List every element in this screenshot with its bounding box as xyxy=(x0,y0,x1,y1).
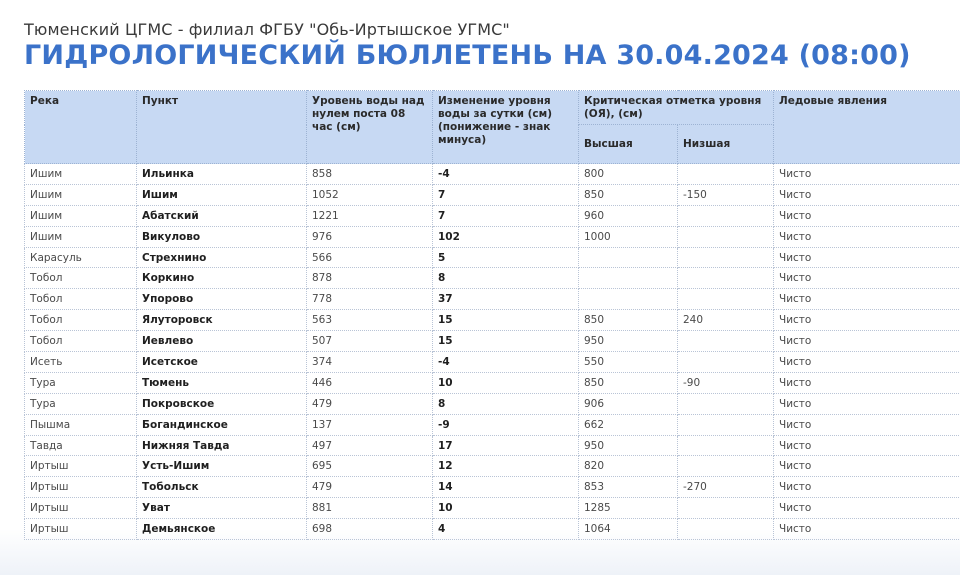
cell-critical-low xyxy=(678,205,774,226)
cell-level: 507 xyxy=(307,331,433,352)
table-row xyxy=(25,498,960,519)
cell-change: 14 xyxy=(433,477,579,498)
table-row xyxy=(25,205,960,226)
cell-critical-high: 850 xyxy=(579,372,678,393)
cell-critical-high: 1000 xyxy=(579,226,678,247)
cell-level: 698 xyxy=(307,519,433,540)
cell-critical-high: 850 xyxy=(579,310,678,331)
cell-point: Уват xyxy=(137,498,307,519)
cell-ice: Чисто xyxy=(774,226,960,247)
cell-river: Карасуль xyxy=(25,247,137,268)
cell-critical-high: 662 xyxy=(579,414,678,435)
cell-river: Тобол xyxy=(25,310,137,331)
cell-critical-high: 850 xyxy=(579,184,678,205)
page-title: ГИДРОЛОГИЧЕСКИЙ БЮЛЛЕТЕНЬ НА 30.04.2024 (08:00) xyxy=(24,40,911,71)
cell-ice: Чисто xyxy=(774,477,960,498)
cell-ice: Чисто xyxy=(774,435,960,456)
cell-change: 102 xyxy=(433,226,579,247)
cell-critical-low xyxy=(678,226,774,247)
cell-river: Пышма xyxy=(25,414,137,435)
cell-point: Упорово xyxy=(137,289,307,310)
cell-ice: Чисто xyxy=(774,205,960,226)
cell-point: Исетское xyxy=(137,352,307,373)
cell-change: 8 xyxy=(433,268,579,289)
cell-critical-low xyxy=(678,164,774,185)
cell-change: 17 xyxy=(433,435,579,456)
cell-point: Тобольск xyxy=(137,477,307,498)
cell-critical-low: -270 xyxy=(678,477,774,498)
cell-change: 4 xyxy=(433,519,579,540)
cell-critical-low xyxy=(678,352,774,373)
cell-river: Исеть xyxy=(25,352,137,373)
cell-critical-low xyxy=(678,456,774,477)
cell-river: Ишим xyxy=(25,184,137,205)
cell-ice: Чисто xyxy=(774,268,960,289)
table-row xyxy=(25,414,960,435)
cell-change: -9 xyxy=(433,414,579,435)
column-header-level: Уровень воды над нулем поста 08 час (см) xyxy=(307,91,433,164)
column-header-critical-low: Низшая xyxy=(678,125,774,164)
cell-critical-low xyxy=(678,289,774,310)
cell-level: 695 xyxy=(307,456,433,477)
cell-ice: Чисто xyxy=(774,393,960,414)
cell-point: Абатский xyxy=(137,205,307,226)
table-body xyxy=(25,164,960,540)
cell-ice: Чисто xyxy=(774,498,960,519)
cell-point: Иевлево xyxy=(137,331,307,352)
cell-ice: Чисто xyxy=(774,164,960,185)
cell-level: 446 xyxy=(307,372,433,393)
cell-level: 1221 xyxy=(307,205,433,226)
cell-level: 479 xyxy=(307,477,433,498)
cell-change: 37 xyxy=(433,289,579,310)
cell-critical-low: -150 xyxy=(678,184,774,205)
table-row xyxy=(25,247,960,268)
cell-ice: Чисто xyxy=(774,310,960,331)
cell-level: 479 xyxy=(307,393,433,414)
cell-critical-low xyxy=(678,331,774,352)
cell-critical-low xyxy=(678,268,774,289)
hydrology-table xyxy=(24,90,960,540)
table-row xyxy=(25,393,960,414)
cell-critical-high xyxy=(579,289,678,310)
table-row xyxy=(25,184,960,205)
cell-critical-high xyxy=(579,268,678,289)
cell-point: Богандинское xyxy=(137,414,307,435)
cell-critical-high: 960 xyxy=(579,205,678,226)
cell-point: Демьянское xyxy=(137,519,307,540)
cell-river: Тура xyxy=(25,393,137,414)
table-row xyxy=(25,372,960,393)
cell-critical-low xyxy=(678,498,774,519)
cell-level: 374 xyxy=(307,352,433,373)
cell-critical-high: 550 xyxy=(579,352,678,373)
cell-critical-high xyxy=(579,247,678,268)
cell-ice: Чисто xyxy=(774,372,960,393)
cell-point: Ишим xyxy=(137,184,307,205)
table-row xyxy=(25,456,960,477)
cell-change: 15 xyxy=(433,310,579,331)
cell-critical-low xyxy=(678,393,774,414)
column-header-river: Река xyxy=(25,91,137,164)
cell-point: Усть-Ишим xyxy=(137,456,307,477)
cell-point: Стрехнино xyxy=(137,247,307,268)
table-row xyxy=(25,352,960,373)
cell-point: Викулово xyxy=(137,226,307,247)
cell-critical-high: 906 xyxy=(579,393,678,414)
table-row xyxy=(25,164,960,185)
cell-point: Коркино xyxy=(137,268,307,289)
cell-critical-high: 853 xyxy=(579,477,678,498)
cell-ice: Чисто xyxy=(774,331,960,352)
cell-river: Иртыш xyxy=(25,456,137,477)
cell-point: Нижняя Тавда xyxy=(137,435,307,456)
cell-level: 497 xyxy=(307,435,433,456)
cell-change: 7 xyxy=(433,205,579,226)
cell-level: 778 xyxy=(307,289,433,310)
cell-critical-high: 800 xyxy=(579,164,678,185)
cell-river: Иртыш xyxy=(25,477,137,498)
column-header-point: Пункт xyxy=(137,91,307,164)
table-header-row xyxy=(25,91,960,125)
cell-change: 7 xyxy=(433,184,579,205)
table-row xyxy=(25,289,960,310)
cell-critical-low xyxy=(678,519,774,540)
cell-river: Ишим xyxy=(25,164,137,185)
cell-ice: Чисто xyxy=(774,184,960,205)
cell-change: 8 xyxy=(433,393,579,414)
table-row xyxy=(25,519,960,540)
cell-change: -4 xyxy=(433,164,579,185)
cell-river: Иртыш xyxy=(25,519,137,540)
cell-critical-high: 950 xyxy=(579,331,678,352)
cell-ice: Чисто xyxy=(774,352,960,373)
table-row xyxy=(25,435,960,456)
cell-point: Ялуторовск xyxy=(137,310,307,331)
cell-ice: Чисто xyxy=(774,456,960,477)
column-header-critical: Критическая отметка уровня (ОЯ), (см) xyxy=(579,91,774,125)
cell-river: Тобол xyxy=(25,289,137,310)
cell-critical-high: 1064 xyxy=(579,519,678,540)
cell-river: Тобол xyxy=(25,268,137,289)
cell-change: 5 xyxy=(433,247,579,268)
cell-river: Ишим xyxy=(25,205,137,226)
cell-ice: Чисто xyxy=(774,519,960,540)
cell-ice: Чисто xyxy=(774,289,960,310)
cell-level: 563 xyxy=(307,310,433,331)
cell-level: 881 xyxy=(307,498,433,519)
cell-river: Тавда xyxy=(25,435,137,456)
cell-river: Тура xyxy=(25,372,137,393)
cell-point: Ильинка xyxy=(137,164,307,185)
table-row xyxy=(25,310,960,331)
column-header-critical-high: Высшая xyxy=(579,125,678,164)
cell-critical-high: 1285 xyxy=(579,498,678,519)
table-row xyxy=(25,477,960,498)
cell-point: Тюмень xyxy=(137,372,307,393)
cell-point: Покровское xyxy=(137,393,307,414)
cell-critical-low xyxy=(678,414,774,435)
organization-subtitle: Тюменский ЦГМС - филиал ФГБУ "Обь-Иртышское УГМС" xyxy=(24,20,510,39)
cell-critical-low: -90 xyxy=(678,372,774,393)
cell-level: 1052 xyxy=(307,184,433,205)
cell-level: 976 xyxy=(307,226,433,247)
cell-critical-low xyxy=(678,247,774,268)
cell-change: 15 xyxy=(433,331,579,352)
cell-level: 858 xyxy=(307,164,433,185)
cell-critical-high: 950 xyxy=(579,435,678,456)
cell-level: 137 xyxy=(307,414,433,435)
table-row xyxy=(25,226,960,247)
cell-change: -4 xyxy=(433,352,579,373)
column-header-ice: Ледовые явления xyxy=(774,91,960,164)
cell-critical-low: 240 xyxy=(678,310,774,331)
table-row xyxy=(25,268,960,289)
cell-river: Ишим xyxy=(25,226,137,247)
cell-level: 566 xyxy=(307,247,433,268)
cell-change: 10 xyxy=(433,372,579,393)
cell-critical-low xyxy=(678,435,774,456)
cell-level: 878 xyxy=(307,268,433,289)
table-row xyxy=(25,331,960,352)
cell-river: Тобол xyxy=(25,331,137,352)
column-header-change: Изменение уровня воды за сутки (см) (понижение - знак минуса) xyxy=(433,91,579,164)
cell-critical-high: 820 xyxy=(579,456,678,477)
cell-change: 10 xyxy=(433,498,579,519)
cell-ice: Чисто xyxy=(774,247,960,268)
cell-change: 12 xyxy=(433,456,579,477)
cell-river: Иртыш xyxy=(25,498,137,519)
cell-ice: Чисто xyxy=(774,414,960,435)
